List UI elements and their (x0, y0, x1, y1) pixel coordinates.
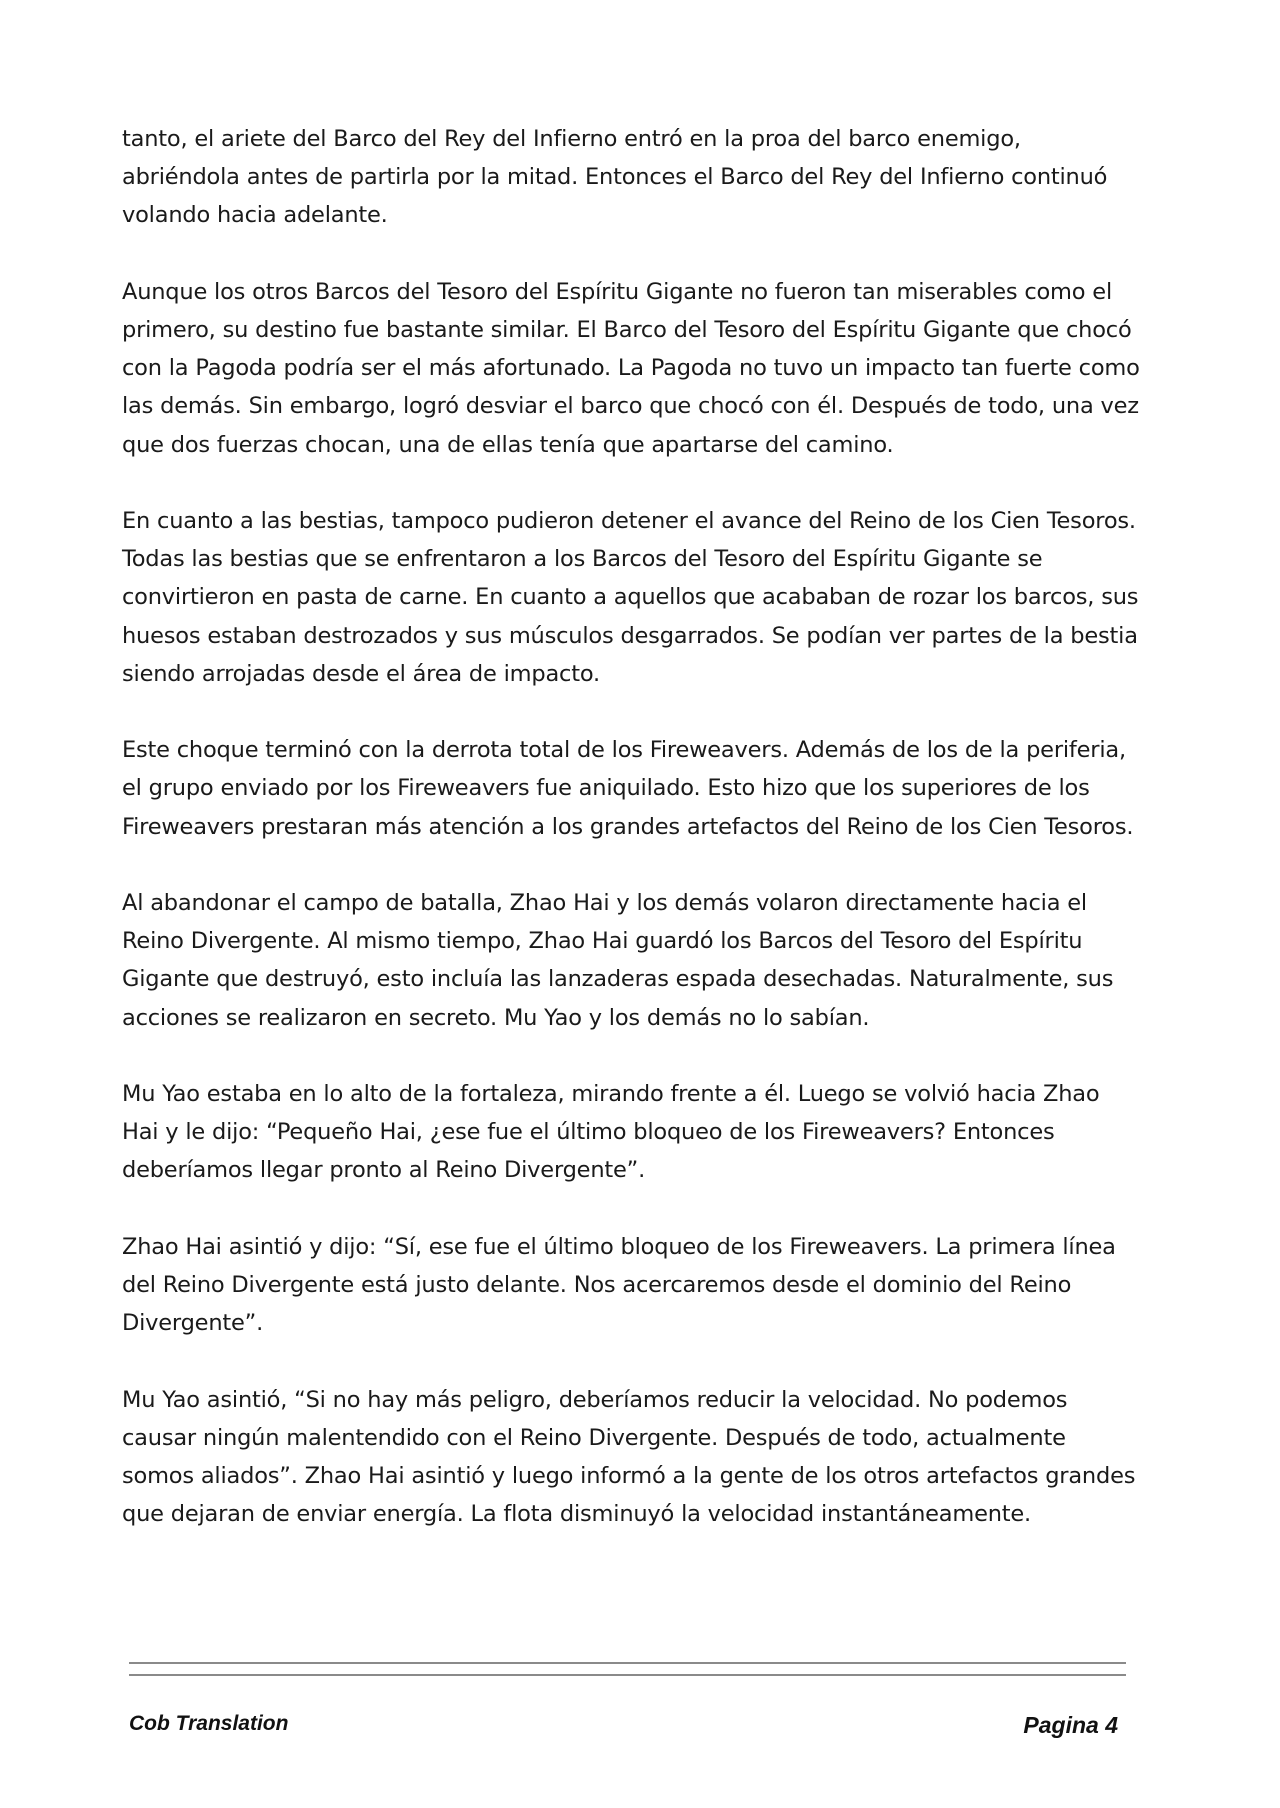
paragraph-4: Este choque terminó con la derrota total de los Fireweavers. Además de los de la periferia, el grupo enviado por los Fireweavers fue aniquilado. Esto hizo que los superiores de los Fireweavers prestaran más atención a los grandes artefactos del Reino de los Cien Tesoros. (122, 737, 1134, 840)
footer-page-number: Pagina 4 (1023, 1712, 1118, 1738)
footer-divider-top (129, 1662, 1126, 1664)
paragraph-5: Al abandonar el campo de batalla, Zhao Hai y los demás volaron directamente hacia el Reino Divergente. Al mismo tiempo, Zhao Hai guardó los Barcos del Tesoro del Espíritu Gigante que destruyó, esto incluía las lanzaderas espada desechadas. Naturalmente, sus acciones se realizaron en secreto. Mu Yao y los demás no lo sabían. (122, 890, 1114, 1031)
footer-translator-credit: Cob Translation (129, 1712, 289, 1735)
paragraph-8: Mu Yao asintió, “Si no hay más peligro, deberíamos reducir la velocidad. No podemos causar ningún malentendido con el Reino Divergente. Después de todo, actualmente somos aliados”. Zhao Hai asintió y luego informó a la gente de los otros artefactos grandes que dejaran de enviar energía. La flota disminuyó la velocidad instantáneamente. (122, 1386, 1136, 1528)
paragraph-1: tanto, el ariete del Barco del Rey del Infierno entró en la proa del barco enemigo, abriéndola antes de partirla por la mitad. Entonces el Barco del Rey del Infierno continuó volando hacia adelante. (122, 126, 1108, 229)
body-text (122, 120, 1142, 1572)
paragraph-3: En cuanto a las bestias, tampoco pudieron detener el avance del Reino de los Cien Tesoros. Todas las bestias que se enfrentaron a los Barcos del Tesoro del Espíritu Gigante se convirtieron en pasta de carne. En cuanto a aquellos que acababan de rozar los barcos, sus huesos estaban destrozados y sus músculos desgarrados. Se podían ver partes de la bestia siendo arrojadas desde el área de impacto. (122, 508, 1139, 687)
footer-divider-bottom (129, 1674, 1126, 1676)
paragraph-6: Mu Yao estaba en lo alto de la fortaleza, mirando frente a él. Luego se volvió hacia Zhao Hai y le dijo: “Pequeño Hai, ¿ese fue el último bloqueo de los Fireweavers? Entonces deberíamos llegar pronto al Reino Divergente”. (122, 1081, 1100, 1184)
paragraph-2: Aunque los otros Barcos del Tesoro del Espíritu Gigante no fueron tan miserables como el primero, su destino fue bastante similar. El Barco del Tesoro del Espíritu Gigante que chocó con la Pagoda podría ser el más afortunado. La Pagoda no tuvo un impacto tan fuerte como las demás. Sin embargo, logró desviar el barco que chocó con él. Después de todo, una vez que dos fuerzas chocan, una de ellas tenía que apartarse del camino. (122, 278, 1140, 458)
paragraph-7: Zhao Hai asintió y dijo: “Sí, ese fue el último bloqueo de los Fireweavers. La primera línea del Reino Divergente está justo delante. Nos acercaremos desde el dominio del Reino Divergente”. (122, 1233, 1116, 1337)
